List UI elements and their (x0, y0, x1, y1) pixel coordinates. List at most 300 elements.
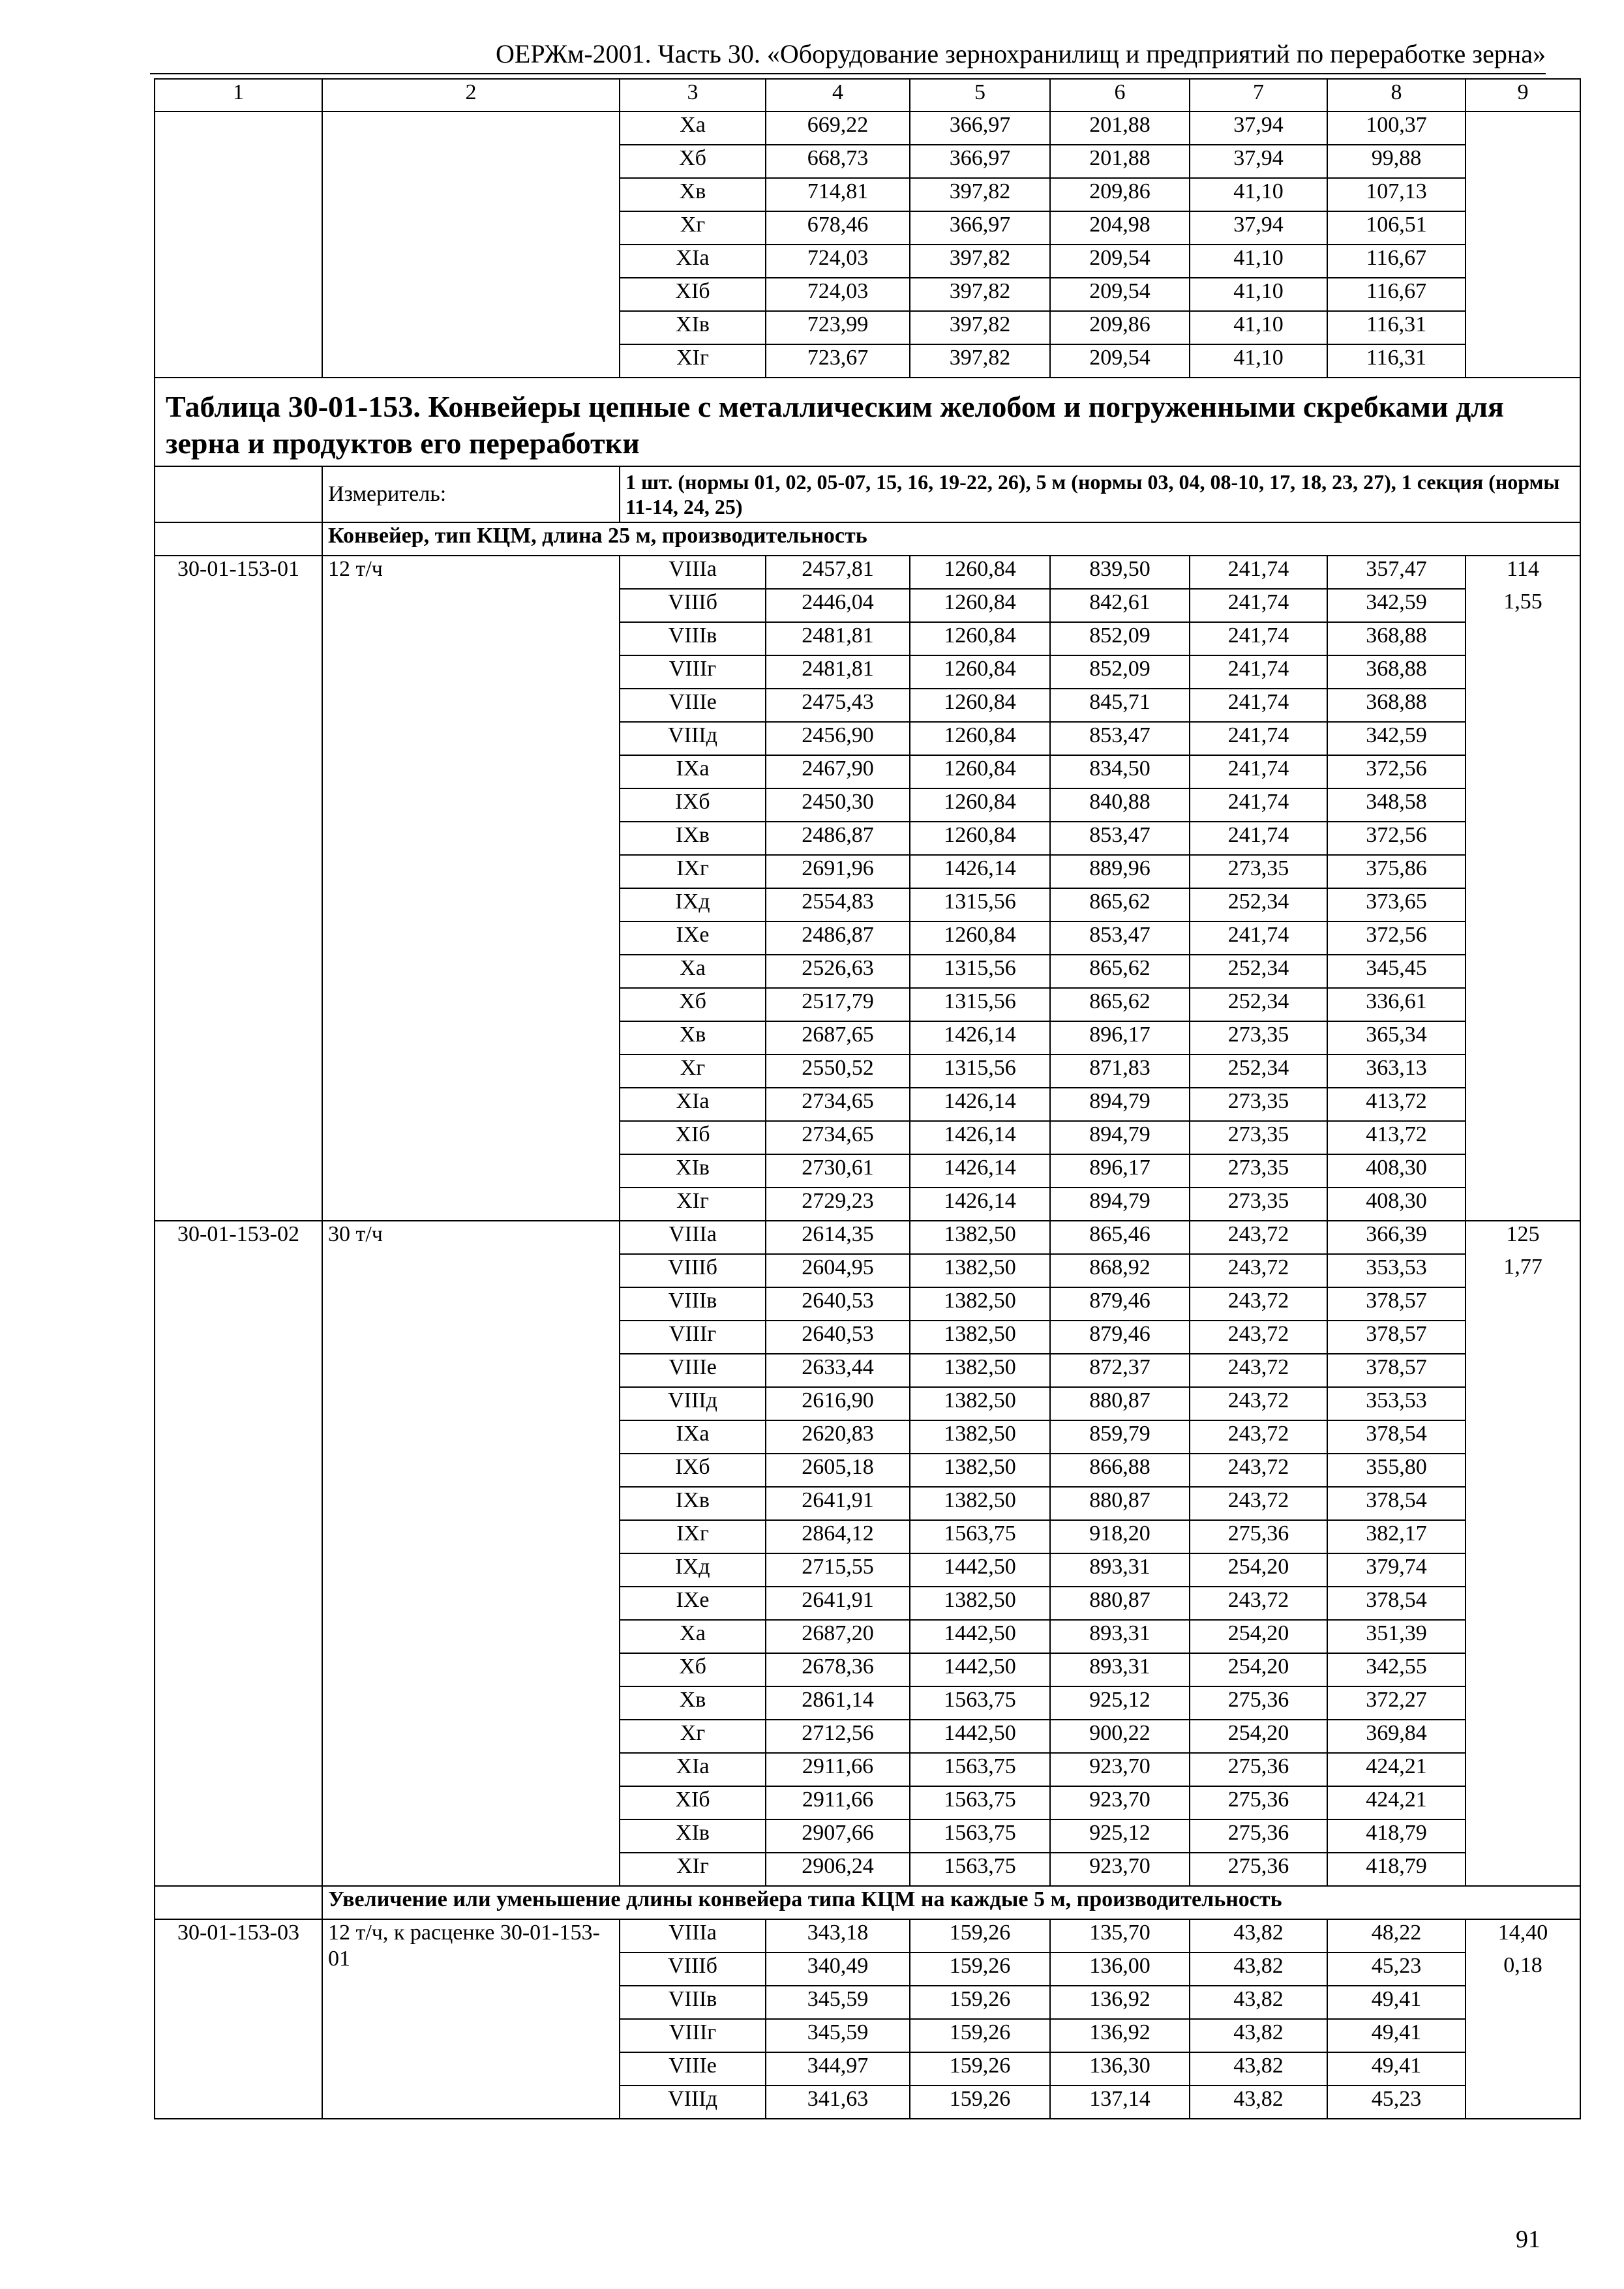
table-cell: VIIIг (620, 2019, 766, 2052)
table-cell: VIIIa (620, 556, 766, 589)
table-cell: 342,59 (1327, 722, 1466, 755)
labor-cell (1466, 2086, 1580, 2119)
labor-cell (1466, 1520, 1580, 1553)
table-cell: 116,67 (1327, 278, 1466, 311)
table-cell: 241,74 (1190, 622, 1327, 655)
labor-cell (1466, 1420, 1580, 1454)
table-cell: 48,22 (1327, 1919, 1466, 1952)
table-cell: 865,62 (1050, 955, 1190, 988)
table-cell: 1382,50 (910, 1287, 1050, 1321)
table-cell: 241,74 (1190, 788, 1327, 822)
table-cell: IXa (620, 1420, 766, 1454)
labor-cell (1466, 988, 1580, 1021)
measure-value: 1 шт. (нормы 01, 02, 05-07, 15, 16, 19-22, 26), 5 м (нормы 03, 04, 08-10, 17, 18, 23, 27), 1 секция (нормы 11-14, 24, 25) (620, 466, 1580, 522)
table-cell: 136,00 (1050, 1952, 1190, 1986)
table-cell: 99,88 (1327, 145, 1466, 178)
table-cell: 1382,50 (910, 1221, 1050, 1254)
table-cell: IXб (620, 788, 766, 822)
table-cell: 1260,84 (910, 655, 1050, 689)
table-cell: 243,72 (1190, 1321, 1327, 1354)
table-cell: 678,46 (766, 211, 910, 245)
column-number: 7 (1190, 79, 1327, 112)
section-row (155, 1886, 1580, 1919)
labor-cell (1466, 1986, 1580, 2019)
table-cell: 2614,35 (766, 1221, 910, 1254)
labor-cell (1466, 1686, 1580, 1720)
table-cell: 1260,84 (910, 689, 1050, 722)
table-cell: 2620,83 (766, 1420, 910, 1454)
empty-cell (1466, 112, 1580, 145)
labor-cell (1466, 2019, 1580, 2052)
table-cell: 372,56 (1327, 755, 1466, 788)
table-cell: 424,21 (1327, 1786, 1466, 1819)
table-cell: 723,67 (766, 344, 910, 378)
table-cell: 880,87 (1050, 1587, 1190, 1620)
table-cell: 372,56 (1327, 822, 1466, 855)
table-cell: 252,34 (1190, 888, 1327, 921)
table-cell: 2911,66 (766, 1753, 910, 1786)
table-title-row (155, 378, 1580, 466)
table-cell: 879,46 (1050, 1321, 1190, 1354)
table-cell: 397,82 (910, 178, 1050, 211)
table-cell: 2687,20 (766, 1620, 910, 1653)
table-cell: 243,72 (1190, 1221, 1327, 1254)
table-cell: 865,62 (1050, 988, 1190, 1021)
table-cell: 1563,75 (910, 1786, 1050, 1819)
rate-name: 12 т/ч, к расценке 30-01-153-01 (322, 1919, 620, 2119)
table-cell: 159,26 (910, 1919, 1050, 1952)
table-cell: 366,39 (1327, 1221, 1466, 1254)
table-cell: 2861,14 (766, 1686, 910, 1720)
table-cell: 353,53 (1327, 1387, 1466, 1420)
column-number: 2 (322, 79, 620, 112)
table-cell: 382,17 (1327, 1520, 1466, 1553)
table-cell: 209,86 (1050, 311, 1190, 344)
table-cell: 397,82 (910, 245, 1050, 278)
table-row (155, 178, 1580, 211)
table-cell: 1563,75 (910, 1819, 1050, 1853)
measure-row (155, 466, 1580, 522)
column-number: 4 (766, 79, 910, 112)
table-cell: 879,46 (1050, 1287, 1190, 1321)
table-cell: 241,74 (1190, 556, 1327, 589)
table-cell: 275,36 (1190, 1753, 1327, 1786)
labor-cell: 0,18 (1466, 1952, 1580, 1986)
table-cell: 2517,79 (766, 988, 910, 1021)
table-cell: 243,72 (1190, 1487, 1327, 1520)
table-cell: 1260,84 (910, 589, 1050, 622)
labor-cell (1466, 1587, 1580, 1620)
table-cell: 107,13 (1327, 178, 1466, 211)
table-cell: 136,92 (1050, 2019, 1190, 2052)
table-cell: 273,35 (1190, 1088, 1327, 1121)
labor-cell (1466, 1021, 1580, 1055)
table-cell: Xв (620, 178, 766, 211)
empty-cell (322, 178, 620, 211)
table-cell: 209,54 (1050, 344, 1190, 378)
table-cell: 136,92 (1050, 1986, 1190, 2019)
table-cell: 368,88 (1327, 622, 1466, 655)
table-cell: 43,82 (1190, 2052, 1327, 2086)
table-cell: 923,70 (1050, 1753, 1190, 1786)
table-cell: 1382,50 (910, 1454, 1050, 1487)
table-cell: 106,51 (1327, 211, 1466, 245)
table-cell: 2616,90 (766, 1387, 910, 1420)
table-cell: XIб (620, 1786, 766, 1819)
labor-cell: 114 (1466, 556, 1580, 589)
table-cell: Xб (620, 1653, 766, 1686)
table-cell: 100,37 (1327, 112, 1466, 145)
table-cell: 2481,81 (766, 622, 910, 655)
table-cell: 923,70 (1050, 1786, 1190, 1819)
table-cell: 241,74 (1190, 822, 1327, 855)
table-cell: 345,59 (766, 2019, 910, 2052)
column-number: 6 (1050, 79, 1190, 112)
table-cell: 49,41 (1327, 2052, 1466, 2086)
table-cell: IXa (620, 755, 766, 788)
table-cell: XIв (620, 1819, 766, 1853)
table-cell: 2554,83 (766, 888, 910, 921)
table-cell: VIIIa (620, 1221, 766, 1254)
table-cell: Xг (620, 1055, 766, 1088)
table-cell: 159,26 (910, 2086, 1050, 2119)
table-row (155, 311, 1580, 344)
table-cell: 243,72 (1190, 1420, 1327, 1454)
table-cell: VIIIб (620, 1254, 766, 1287)
table-cell: 43,82 (1190, 1919, 1327, 1952)
table-cell: 839,50 (1050, 556, 1190, 589)
table-cell: 116,67 (1327, 245, 1466, 278)
table-cell: 1382,50 (910, 1354, 1050, 1387)
table-row (155, 145, 1580, 178)
empty-cell (1466, 245, 1580, 278)
table-cell: 378,57 (1327, 1321, 1466, 1354)
table-title: Таблица 30-01-153. Конвейеры цепные с металлическим желобом и погруженными скребками для зерна и продуктов его переработки (155, 378, 1580, 466)
labor-cell: 14,40 (1466, 1919, 1580, 1952)
table-cell: 2486,87 (766, 921, 910, 955)
table-cell: 2687,65 (766, 1021, 910, 1055)
table-cell: 351,39 (1327, 1620, 1466, 1653)
table-cell: 45,23 (1327, 2086, 1466, 2119)
table-cell: 1382,50 (910, 1420, 1050, 1454)
table-cell: 275,36 (1190, 1520, 1327, 1553)
price-table (154, 78, 1581, 2119)
table-cell: VIIIв (620, 1287, 766, 1321)
empty-cell (1466, 311, 1580, 344)
page-number: 91 (1516, 2226, 1541, 2253)
table-cell: 872,37 (1050, 1354, 1190, 1387)
labor-cell: 1,55 (1466, 589, 1580, 622)
table-cell: 2481,81 (766, 655, 910, 689)
table-cell: 252,34 (1190, 1055, 1327, 1088)
table-cell: 43,82 (1190, 2086, 1327, 2119)
table-cell: 273,35 (1190, 855, 1327, 888)
table-cell: 925,12 (1050, 1819, 1190, 1853)
table-cell: 834,50 (1050, 755, 1190, 788)
table-cell: VIIIг (620, 655, 766, 689)
table-cell: 137,14 (1050, 2086, 1190, 2119)
table-cell: 241,74 (1190, 655, 1327, 689)
table-cell: 842,61 (1050, 589, 1190, 622)
table-cell: 418,79 (1327, 1853, 1466, 1886)
empty-cell (155, 112, 322, 145)
table-cell: 241,74 (1190, 589, 1327, 622)
table-cell: Xг (620, 1720, 766, 1753)
table-cell: 379,74 (1327, 1553, 1466, 1587)
table-cell: 852,09 (1050, 622, 1190, 655)
table-cell: 348,58 (1327, 788, 1466, 822)
table-cell: 254,20 (1190, 1720, 1327, 1753)
header-rule (150, 73, 1546, 74)
table-cell: Xв (620, 1021, 766, 1055)
table-cell: 880,87 (1050, 1487, 1190, 1520)
table-cell: 1382,50 (910, 1587, 1050, 1620)
table-cell: 209,54 (1050, 245, 1190, 278)
table-cell: IXe (620, 1587, 766, 1620)
labor-cell (1466, 1055, 1580, 1088)
table-cell: 1260,84 (910, 921, 1050, 955)
table-cell: 363,13 (1327, 1055, 1466, 1088)
table-cell: 135,70 (1050, 1919, 1190, 1952)
empty-cell (155, 145, 322, 178)
table-cell: 2864,12 (766, 1520, 910, 1553)
table-cell: 159,26 (910, 1986, 1050, 2019)
table-cell: VIIIa (620, 1919, 766, 1952)
table-cell: 366,97 (910, 145, 1050, 178)
table-cell: 1563,75 (910, 1753, 1050, 1786)
table-cell: 2605,18 (766, 1454, 910, 1487)
empty-cell (1466, 344, 1580, 378)
table-cell: 918,20 (1050, 1520, 1190, 1553)
table-cell: 853,47 (1050, 722, 1190, 755)
table-cell: 116,31 (1327, 344, 1466, 378)
table-row (155, 211, 1580, 245)
table-cell: 2446,04 (766, 589, 910, 622)
table-cell: 254,20 (1190, 1553, 1327, 1587)
labor-cell (1466, 1720, 1580, 1753)
table-cell: 424,21 (1327, 1753, 1466, 1786)
table-cell: 1442,50 (910, 1620, 1050, 1653)
table-cell: 2486,87 (766, 822, 910, 855)
table-cell: 241,74 (1190, 755, 1327, 788)
table-cell: IXв (620, 822, 766, 855)
table-cell: 41,10 (1190, 344, 1327, 378)
table-cell: 2712,56 (766, 1720, 910, 1753)
table-cell: 865,62 (1050, 888, 1190, 921)
table-cell: 413,72 (1327, 1088, 1466, 1121)
table-cell: 369,84 (1327, 1720, 1466, 1753)
table-cell: 2641,91 (766, 1587, 910, 1620)
labor-cell (1466, 1354, 1580, 1387)
table-cell: IXг (620, 1520, 766, 1553)
table-cell: 1382,50 (910, 1487, 1050, 1520)
table-cell: 668,73 (766, 145, 910, 178)
table-cell: 1442,50 (910, 1553, 1050, 1587)
empty-cell (155, 178, 322, 211)
table-cell: 1382,50 (910, 1387, 1050, 1420)
table-cell: 2640,53 (766, 1287, 910, 1321)
table-cell: 273,35 (1190, 1154, 1327, 1188)
table-cell: 1563,75 (910, 1686, 1050, 1720)
table-cell: 273,35 (1190, 1021, 1327, 1055)
table-cell: 2604,95 (766, 1254, 910, 1287)
table-cell: VIIIe (620, 2052, 766, 2086)
labor-cell (1466, 655, 1580, 689)
labor-cell (1466, 1786, 1580, 1819)
table-cell: XIб (620, 1121, 766, 1154)
table-cell: Xa (620, 955, 766, 988)
table-cell: VIIIe (620, 1354, 766, 1387)
table-cell: 1260,84 (910, 755, 1050, 788)
table-cell: 408,30 (1327, 1188, 1466, 1221)
table-cell: Xв (620, 1686, 766, 1720)
table-cell: 724,03 (766, 245, 910, 278)
table-cell: Xa (620, 1620, 766, 1653)
table-cell: 2456,90 (766, 722, 910, 755)
table-cell: 2729,23 (766, 1188, 910, 1221)
empty-cell (1466, 145, 1580, 178)
table-cell: 2911,66 (766, 1786, 910, 1819)
table-cell: 275,36 (1190, 1786, 1327, 1819)
labor-cell (1466, 689, 1580, 722)
measure-label: Измеритель: (322, 466, 620, 522)
table-cell: 353,53 (1327, 1254, 1466, 1287)
table-cell: 1315,56 (910, 988, 1050, 1021)
table-cell: 37,94 (1190, 211, 1327, 245)
table-cell: 669,22 (766, 112, 910, 145)
table-cell: 845,71 (1050, 689, 1190, 722)
table-cell: 889,96 (1050, 855, 1190, 888)
table-cell: 243,72 (1190, 1287, 1327, 1321)
table-cell: 880,87 (1050, 1387, 1190, 1420)
table-cell: 49,41 (1327, 2019, 1466, 2052)
table-cell: 41,10 (1190, 245, 1327, 278)
table-cell: IXг (620, 855, 766, 888)
labor-cell (1466, 1653, 1580, 1686)
table-cell: 418,79 (1327, 1819, 1466, 1853)
table-cell: 2641,91 (766, 1487, 910, 1520)
table-cell: 43,82 (1190, 1952, 1327, 1986)
table-cell: 1426,14 (910, 1154, 1050, 1188)
table-cell: 1315,56 (910, 888, 1050, 921)
column-number: 1 (155, 79, 322, 112)
empty-cell (322, 245, 620, 278)
table-cell: XIг (620, 344, 766, 378)
table-cell: 896,17 (1050, 1154, 1190, 1188)
table-cell: 159,26 (910, 2052, 1050, 2086)
labor-cell: 125 (1466, 1221, 1580, 1254)
table-cell: IXв (620, 1487, 766, 1520)
table-cell: 45,23 (1327, 1952, 1466, 1986)
table-cell: 373,65 (1327, 888, 1466, 921)
table-cell: XIa (620, 1088, 766, 1121)
table-row (155, 556, 1580, 589)
table-cell: 243,72 (1190, 1387, 1327, 1420)
table-cell: 355,80 (1327, 1454, 1466, 1487)
table-cell: 1563,75 (910, 1853, 1050, 1886)
table-cell: 159,26 (910, 1952, 1050, 1986)
table-cell: 1260,84 (910, 788, 1050, 822)
table-cell: 116,31 (1327, 311, 1466, 344)
empty-cell (155, 311, 322, 344)
table-cell: 1260,84 (910, 622, 1050, 655)
table-cell: 2640,53 (766, 1321, 910, 1354)
labor-cell (1466, 2052, 1580, 2086)
table-cell: 893,31 (1050, 1553, 1190, 1587)
table-cell: 2907,66 (766, 1819, 910, 1853)
table-cell: 275,36 (1190, 1853, 1327, 1886)
table-cell: VIIIб (620, 589, 766, 622)
table-cell: 2475,43 (766, 689, 910, 722)
table-cell: VIIIв (620, 1986, 766, 2019)
table-cell: 2734,65 (766, 1121, 910, 1154)
empty-cell (322, 311, 620, 344)
table-row (155, 344, 1580, 378)
table-cell: 378,57 (1327, 1354, 1466, 1387)
table-cell: 243,72 (1190, 1587, 1327, 1620)
table-cell: 2633,44 (766, 1354, 910, 1387)
table-cell: 894,79 (1050, 1121, 1190, 1154)
table-cell: 254,20 (1190, 1653, 1327, 1686)
table-cell: 340,49 (766, 1952, 910, 1986)
table-cell: 925,12 (1050, 1686, 1190, 1720)
table-cell: 342,55 (1327, 1653, 1466, 1686)
table-cell: 201,88 (1050, 145, 1190, 178)
table-cell: 2906,24 (766, 1853, 910, 1886)
table-cell: 1260,84 (910, 722, 1050, 755)
labor-cell (1466, 788, 1580, 822)
table-cell: 853,47 (1050, 921, 1190, 955)
table-cell: VIIIв (620, 622, 766, 655)
table-cell: 1426,14 (910, 855, 1050, 888)
empty-cell (322, 344, 620, 378)
table-cell: 49,41 (1327, 1986, 1466, 2019)
labor-cell (1466, 1819, 1580, 1853)
table-cell: 343,18 (766, 1919, 910, 1952)
table-cell: 2734,65 (766, 1088, 910, 1121)
labor-cell (1466, 622, 1580, 655)
table-cell: 252,34 (1190, 955, 1327, 988)
table-cell: 893,31 (1050, 1653, 1190, 1686)
section-row (155, 522, 1580, 556)
empty-cell (1466, 211, 1580, 245)
table-cell: 896,17 (1050, 1021, 1190, 1055)
table-cell: 2526,63 (766, 955, 910, 988)
rate-name: 12 т/ч (322, 556, 620, 1221)
table-cell: 871,83 (1050, 1055, 1190, 1088)
table-cell: 159,26 (910, 2019, 1050, 2052)
table-cell: 866,88 (1050, 1454, 1190, 1487)
table-cell: 408,30 (1327, 1154, 1466, 1188)
table-cell: VIIIд (620, 2086, 766, 2119)
table-cell: XIa (620, 245, 766, 278)
empty-cell (1466, 178, 1580, 211)
table-cell: 1442,50 (910, 1653, 1050, 1686)
rate-name: 30 т/ч (322, 1221, 620, 1886)
table-cell: 397,82 (910, 344, 1050, 378)
labor-cell (1466, 822, 1580, 855)
empty-cell (155, 245, 322, 278)
table-cell: 41,10 (1190, 278, 1327, 311)
labor-cell (1466, 855, 1580, 888)
table-cell: 1563,75 (910, 1520, 1050, 1553)
table-cell: IXб (620, 1454, 766, 1487)
table-cell: VIIIe (620, 689, 766, 722)
table-cell: XIв (620, 311, 766, 344)
table-cell: 2730,61 (766, 1154, 910, 1188)
rate-code: 30-01-153-02 (155, 1221, 322, 1886)
table-cell: 840,88 (1050, 788, 1190, 822)
